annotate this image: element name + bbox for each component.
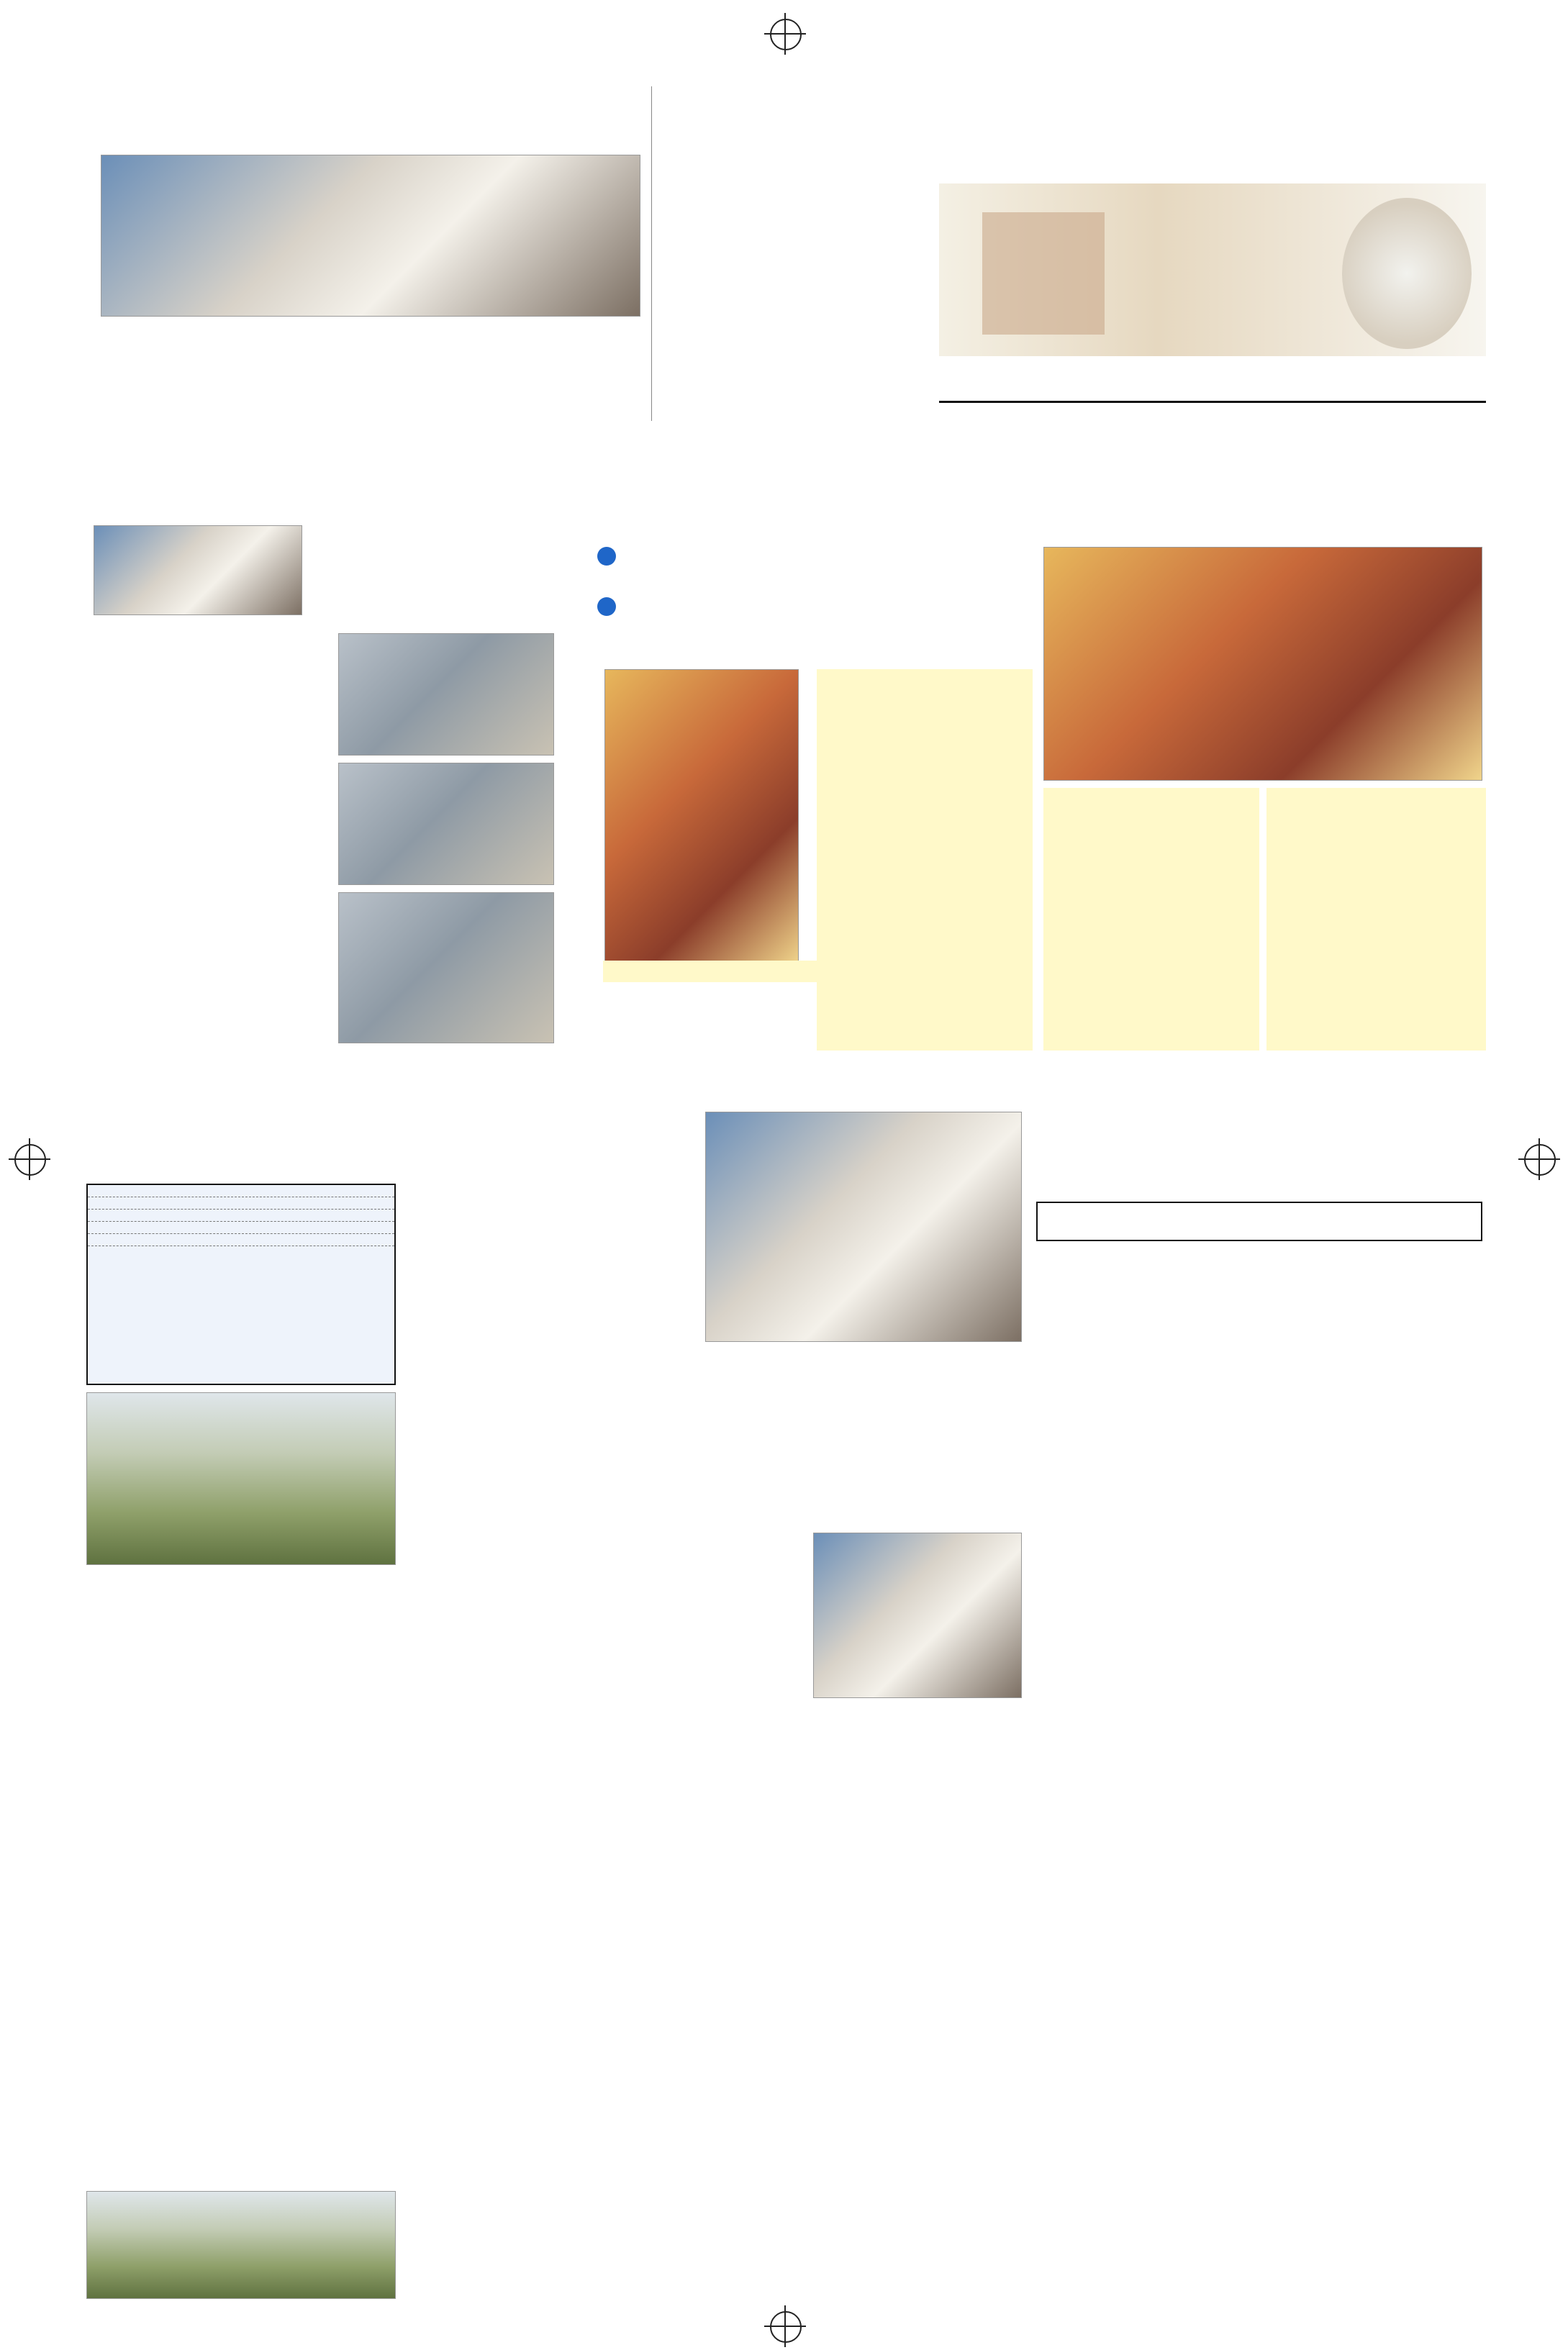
story2-photo-selfie <box>94 525 302 615</box>
story6-headline <box>1036 1112 1482 1176</box>
story4-photo-land <box>86 1392 396 1565</box>
story3-photo-deity <box>604 669 799 964</box>
story1-body-col2 <box>428 320 644 421</box>
story3-headline <box>590 432 1490 518</box>
story2-photo-hospital-3 <box>338 892 554 1043</box>
story5-col2 <box>410 1371 698 1522</box>
story5-photo <box>705 1112 1022 1342</box>
story5-headline-box <box>410 1065 1022 1108</box>
story3-photo-procession <box>1043 547 1482 781</box>
story3-col3 <box>1043 788 1259 1051</box>
masthead-dateline <box>939 360 1486 403</box>
story1-body-col3 <box>651 86 932 421</box>
story4-body <box>86 1572 396 2184</box>
story4-point <box>88 1197 394 1210</box>
story5-col3 <box>705 1349 1022 1522</box>
story4-headline <box>94 1065 396 1180</box>
story2-photo-hospital-2 <box>338 763 554 885</box>
story2-body <box>94 622 331 1047</box>
story5-col1 <box>410 1112 698 1371</box>
nandi-bull-illustration <box>1342 198 1472 349</box>
story1-headline-box <box>86 86 640 151</box>
registration-mark-icon <box>1524 1144 1556 1176</box>
story3-bullet-1 <box>597 547 1043 590</box>
story3-col1 <box>604 986 806 1051</box>
story6-body <box>1036 1256 1259 1986</box>
story4-point <box>88 1234 394 1246</box>
story7-col3 <box>813 1705 1022 1993</box>
registration-mark-icon <box>14 1144 46 1176</box>
story6-kicker-box <box>1036 1072 1482 1112</box>
story4-photo-officials <box>86 2191 396 2299</box>
registration-mark-icon <box>770 19 802 50</box>
bullet-dot-icon <box>597 547 616 566</box>
masthead-logo-area <box>939 183 1486 356</box>
story4-point <box>88 1222 394 1234</box>
bullet-dot-icon <box>597 597 616 616</box>
story3-photo-caption <box>603 961 819 982</box>
story4-point <box>88 1185 394 1197</box>
story4-point <box>88 1210 394 1222</box>
fort-illustration <box>982 212 1105 335</box>
story1-photo <box>101 155 640 317</box>
story3-col2 <box>817 669 1033 1051</box>
story6-subhead <box>1036 1202 1482 1241</box>
story8-headline-box-final <box>410 1677 1482 1720</box>
story2-photo-hospital-1 <box>338 633 554 756</box>
registration-mark-icon <box>770 2311 802 2343</box>
story4-points-box <box>86 1184 396 1385</box>
story6-col2 <box>1266 1256 1486 1986</box>
story2-kicker-box <box>94 432 561 471</box>
story2-right-col <box>309 504 558 626</box>
story3-bullet-2 <box>597 597 1043 640</box>
masthead-title-box <box>939 83 1486 183</box>
story7-headline-box <box>410 1533 799 1619</box>
story1-body-col1 <box>101 355 417 419</box>
story3-col4 <box>1266 788 1486 1051</box>
